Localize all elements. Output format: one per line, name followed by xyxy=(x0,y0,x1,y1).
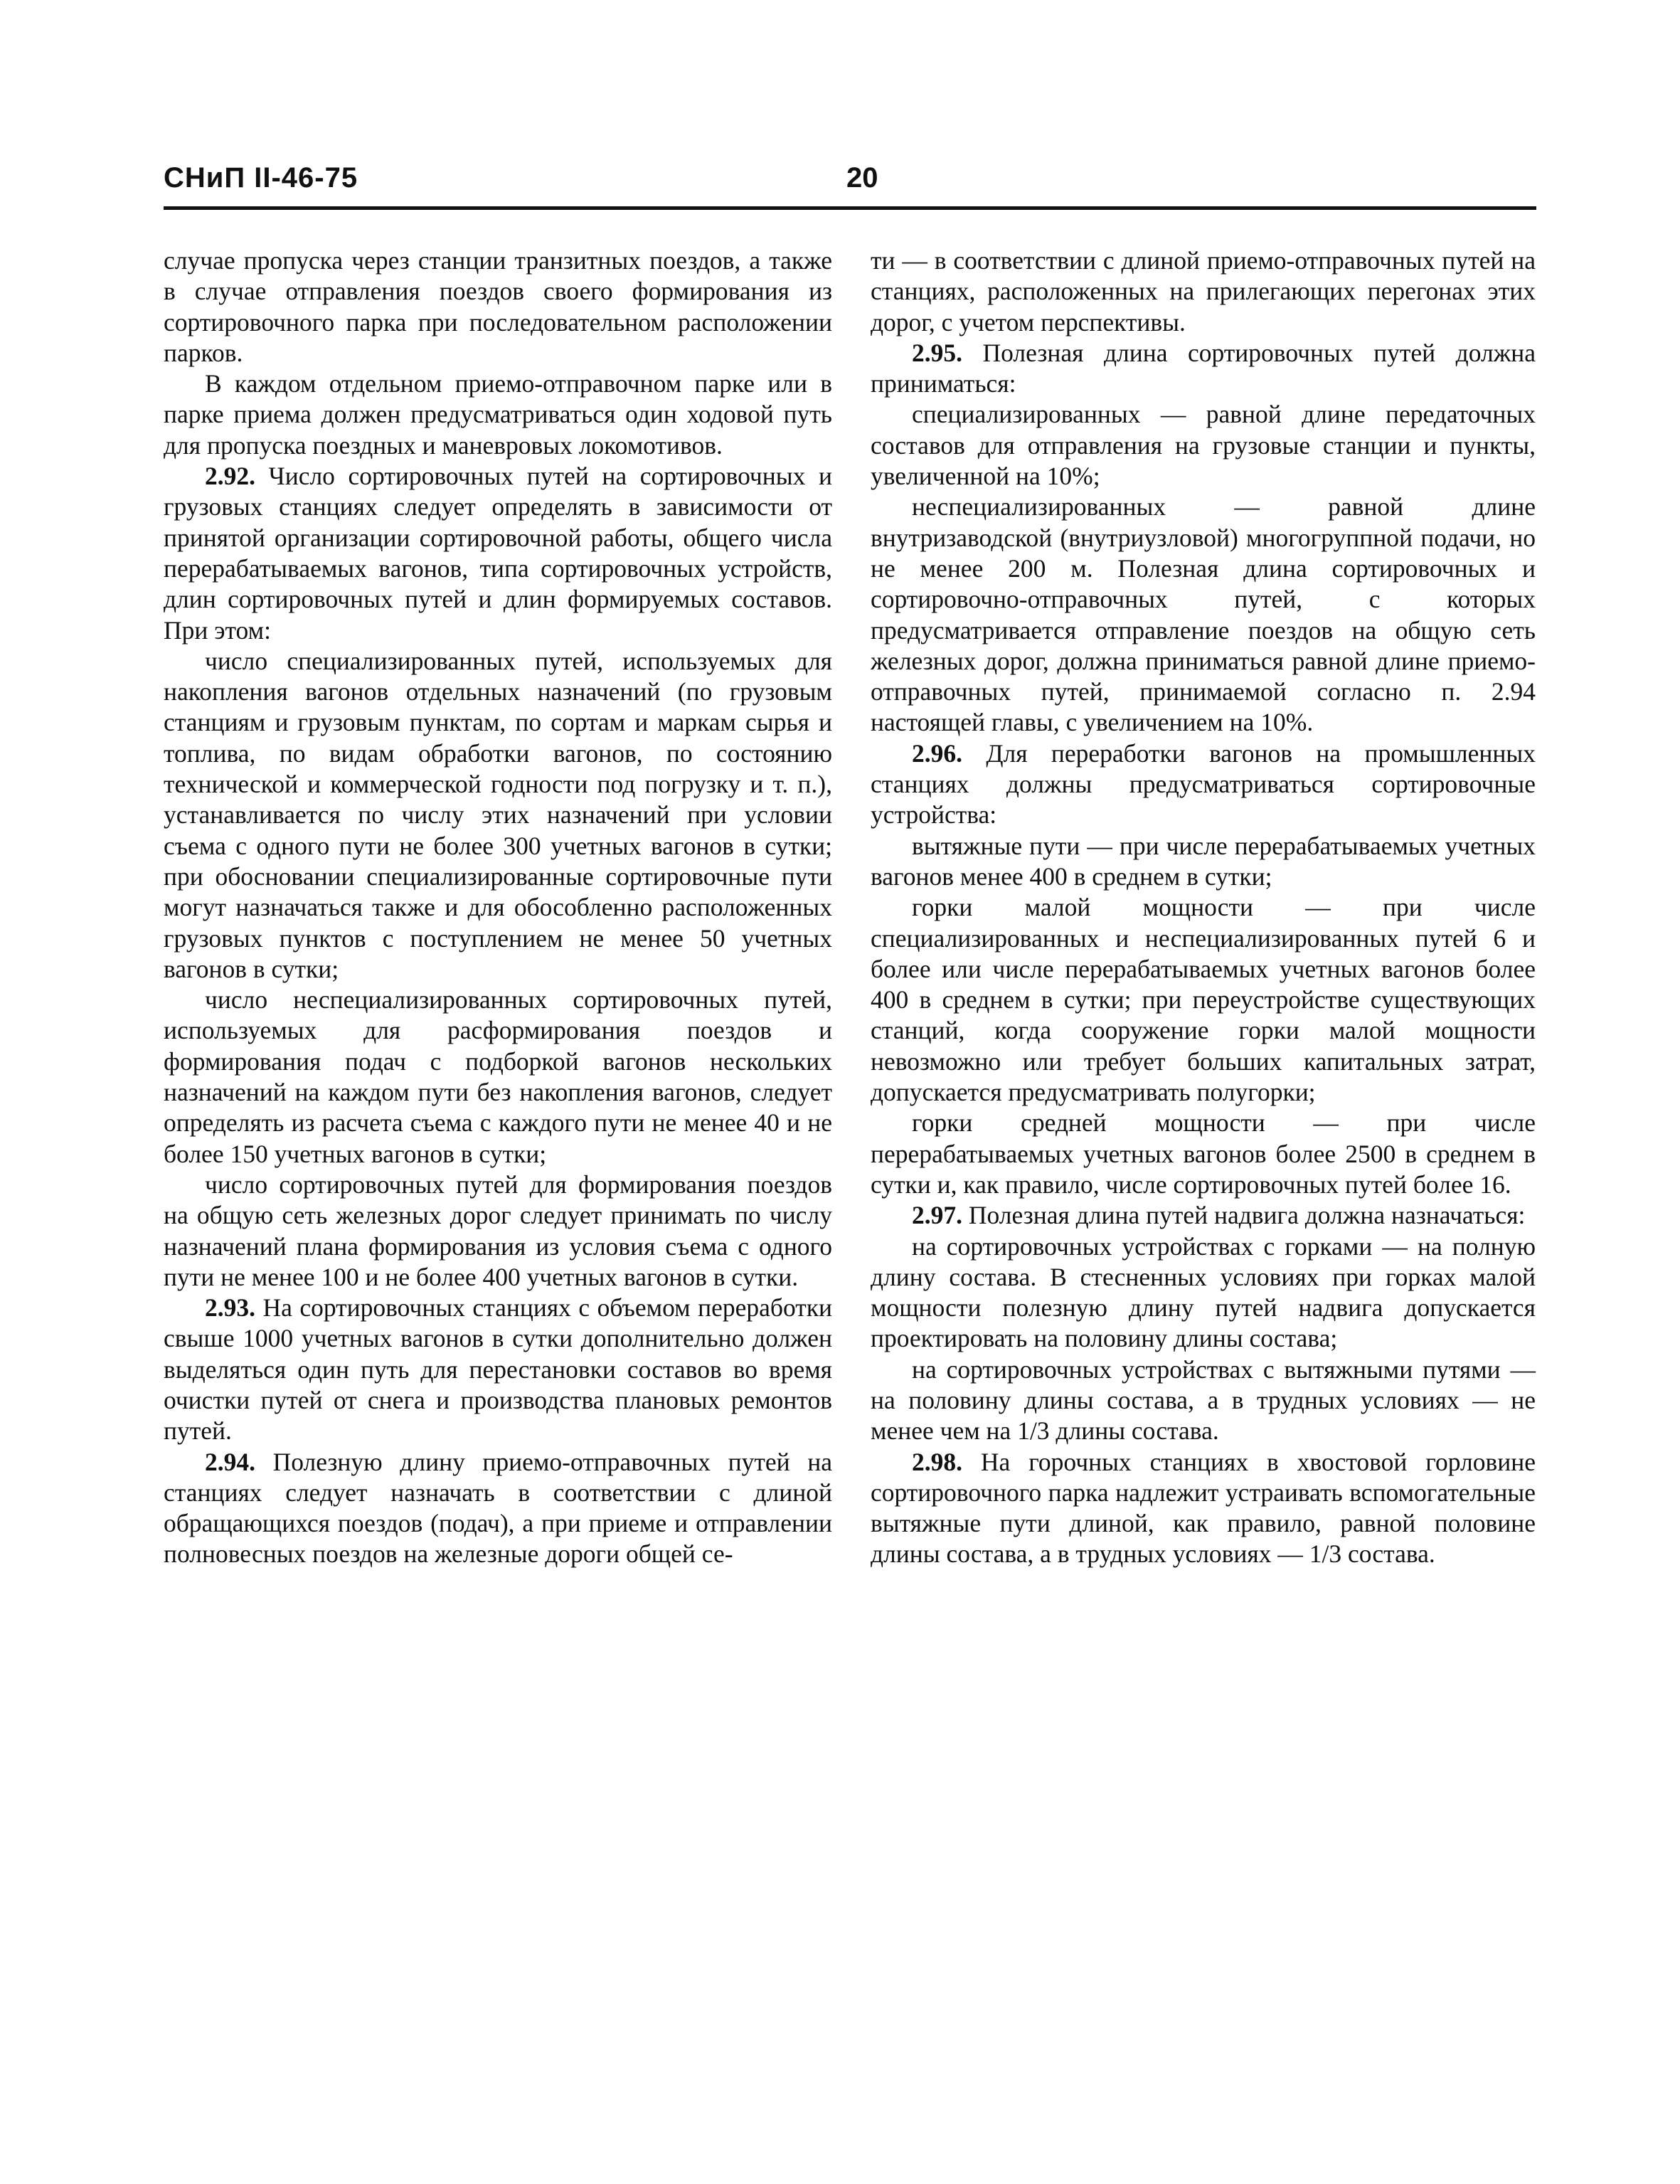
paragraph-text: На сортировочных станциях с объемом переработки свыше 1000 учетных вагонов в сутки дополнительно должен выделяться один путь для перестановки составов во время очистки путей от снега и производства плановых ремонтов путей. xyxy=(164,1293,832,1446)
paragraph-text: В каждом отдельном приемо-отправочном парке или в парке приема должен предусматриваться один ходовой путь для пропуска поездных и маневровых локомотивов. xyxy=(164,369,832,460)
paragraph-text: вытяжные пути — при числе перерабатываемых учетных вагонов менее 400 в среднем в сутки; xyxy=(871,831,1536,891)
clause-number: 2.96. xyxy=(912,738,962,768)
header-divider xyxy=(164,206,1536,210)
paragraph-text: На горочных станциях в хвостовой горловине сортировочного парка надлежит устраивать вспомогательные вытяжные пути длиной, как правило, равной половине длины состава, а в трудных условиях — 1/3 состава. xyxy=(871,1447,1536,1569)
paragraph-text: Число сортировочных путей на сортировочных и грузовых станциях следует определять в зависимости от принятой организации сортировочной работы, общего числа перерабатываемых вагонов, типа сортировочных устройств, длин сортировочных путей и длин формируемых составов. При этом: xyxy=(164,462,832,645)
paragraph xyxy=(871,892,1536,1108)
clause-2-94 xyxy=(164,1447,832,1570)
clause-2-92 xyxy=(164,461,832,646)
paragraph xyxy=(164,369,832,461)
paragraph xyxy=(164,1170,832,1293)
paragraph-text: число специализированных путей, используемых для накопления вагонов отдельных назначений (по грузовым станциям и грузовым пунктам, по сортам и маркам сырья и топлива, по видам обработки вагонов, по состоянию технической и коммерческой годности под погрузку и т. п.), устанавливается по числу этих назначений при условии съема с одного пути не более 300 учетных вагонов в сутки; при обосновании специализированные сортировочные пути могут назначаться также и для обособленно расположенных грузовых пунктов с поступлением не менее 50 учетных вагонов в сутки; xyxy=(164,646,832,983)
paragraph xyxy=(871,831,1536,893)
clause-number: 2.92. xyxy=(205,462,255,491)
paragraph xyxy=(871,399,1536,492)
paragraph xyxy=(871,1355,1536,1447)
paragraph xyxy=(871,492,1536,738)
paragraph xyxy=(871,1108,1536,1200)
paragraph-text: Полезная длина путей надвига должна назначаться: xyxy=(962,1201,1526,1230)
paragraph xyxy=(164,245,832,369)
clause-2-95 xyxy=(871,338,1536,400)
paragraph-text: ти — в соответствии с длиной приемо-отправочных путей на станциях, расположенных на прилегающих перегонах этих дорог, с учетом перспективы. xyxy=(871,246,1536,336)
clause-number: 2.98. xyxy=(912,1447,962,1476)
paragraph xyxy=(871,1231,1536,1355)
paragraph-text: специализированных — равной длине передаточных составов для отправления на грузовые станции и пункты, увеличенной на 10%; xyxy=(871,400,1536,491)
paragraph-text: число неспециализированных сортировочных путей, используемых для расформирования поездов и формирования подач с подборкой вагонов нескольких назначений на каждом пути без накопления вагонов, следует определять из расчета съема с каждого пути не менее 40 и не более 150 учетных вагонов в сутки; xyxy=(164,985,832,1168)
clause-2-96 xyxy=(871,738,1536,831)
paragraph-text: неспециализированных — равной длине внутризаводской (внутриузловой) многогруппной подачи, но не менее 200 м. Полезная длина сортировочных и сортировочно-отправочных путей, с которых предусматривается отправление поездов на общую сеть железных дорог, должна приниматься равной длине приемо-отправочных путей, принимаемой согласно п. 2.94 настоящей главы, с увеличением на 10%. xyxy=(871,492,1536,737)
page-number: 20 xyxy=(846,162,878,194)
paragraph-text: на сортировочных устройствах с вытяжными путями — на половину длины состава, а в трудных условиях — не менее чем на 1/3 длины состава. xyxy=(871,1355,1536,1446)
paragraph-text: на сортировочных устройствах с горками — на полную длину состава. В стесненных условиях при горках малой мощности полезную длину путей надвига допускается проектировать на половину длины состава; xyxy=(871,1231,1536,1353)
paragraph-text: Для переработки вагонов на промышленных станциях должны предусматриваться сортировочные устройства: xyxy=(871,738,1536,829)
clause-number: 2.95. xyxy=(912,338,962,367)
paragraph xyxy=(871,245,1536,338)
paragraph xyxy=(164,646,832,985)
paragraph xyxy=(164,985,832,1170)
clause-number: 2.94. xyxy=(205,1447,255,1476)
page-header xyxy=(164,162,1536,212)
clause-2-98 xyxy=(871,1447,1536,1570)
clause-number: 2.97. xyxy=(912,1201,962,1230)
paragraph-text: число сортировочных путей для формирования поездов на общую сеть железных дорог следует принимать по числу назначений плана формирования из условия съема с одного пути не менее 100 и не более 400 учетных вагонов в сутки. xyxy=(164,1170,832,1291)
clause-2-97 xyxy=(871,1200,1536,1231)
paragraph-text: горки малой мощности — при числе специализированных и неспециализированных путей 6 и более или числе перерабатываемых учетных вагонов более 400 в среднем в сутки; при переустройстве существующих станций, когда сооружение горки малой мощности невозможно или требует больших капитальных затрат, допускается предусматривать полугорки; xyxy=(871,893,1536,1107)
clause-number: 2.93. xyxy=(205,1293,255,1322)
document-code: СНиП II-46-75 xyxy=(164,162,358,194)
paragraph-text: горки средней мощности — при числе перерабатываемых учетных вагонов более 2500 в среднем в сутки и, как правило, числе сортировочных путей более 16. xyxy=(871,1108,1536,1199)
paragraph-text: случае пропуска через станции транзитных поездов, а также в случае отправления поездов своего формирования из сортировочного парка при последовательном расположении парков. xyxy=(164,246,832,367)
paragraph-text: Полезную длину приемо-отправочных путей на станциях следует назначать в соответствии с длиной обращающихся поездов (подач), а при приеме и отправлении полновесных поездов на железные дороги общей се- xyxy=(164,1447,832,1569)
clause-2-93 xyxy=(164,1293,832,1446)
right-column xyxy=(871,245,1536,1570)
paragraph-text: Полезная длина сортировочных путей должна приниматься: xyxy=(871,338,1536,398)
left-column xyxy=(164,245,832,1570)
